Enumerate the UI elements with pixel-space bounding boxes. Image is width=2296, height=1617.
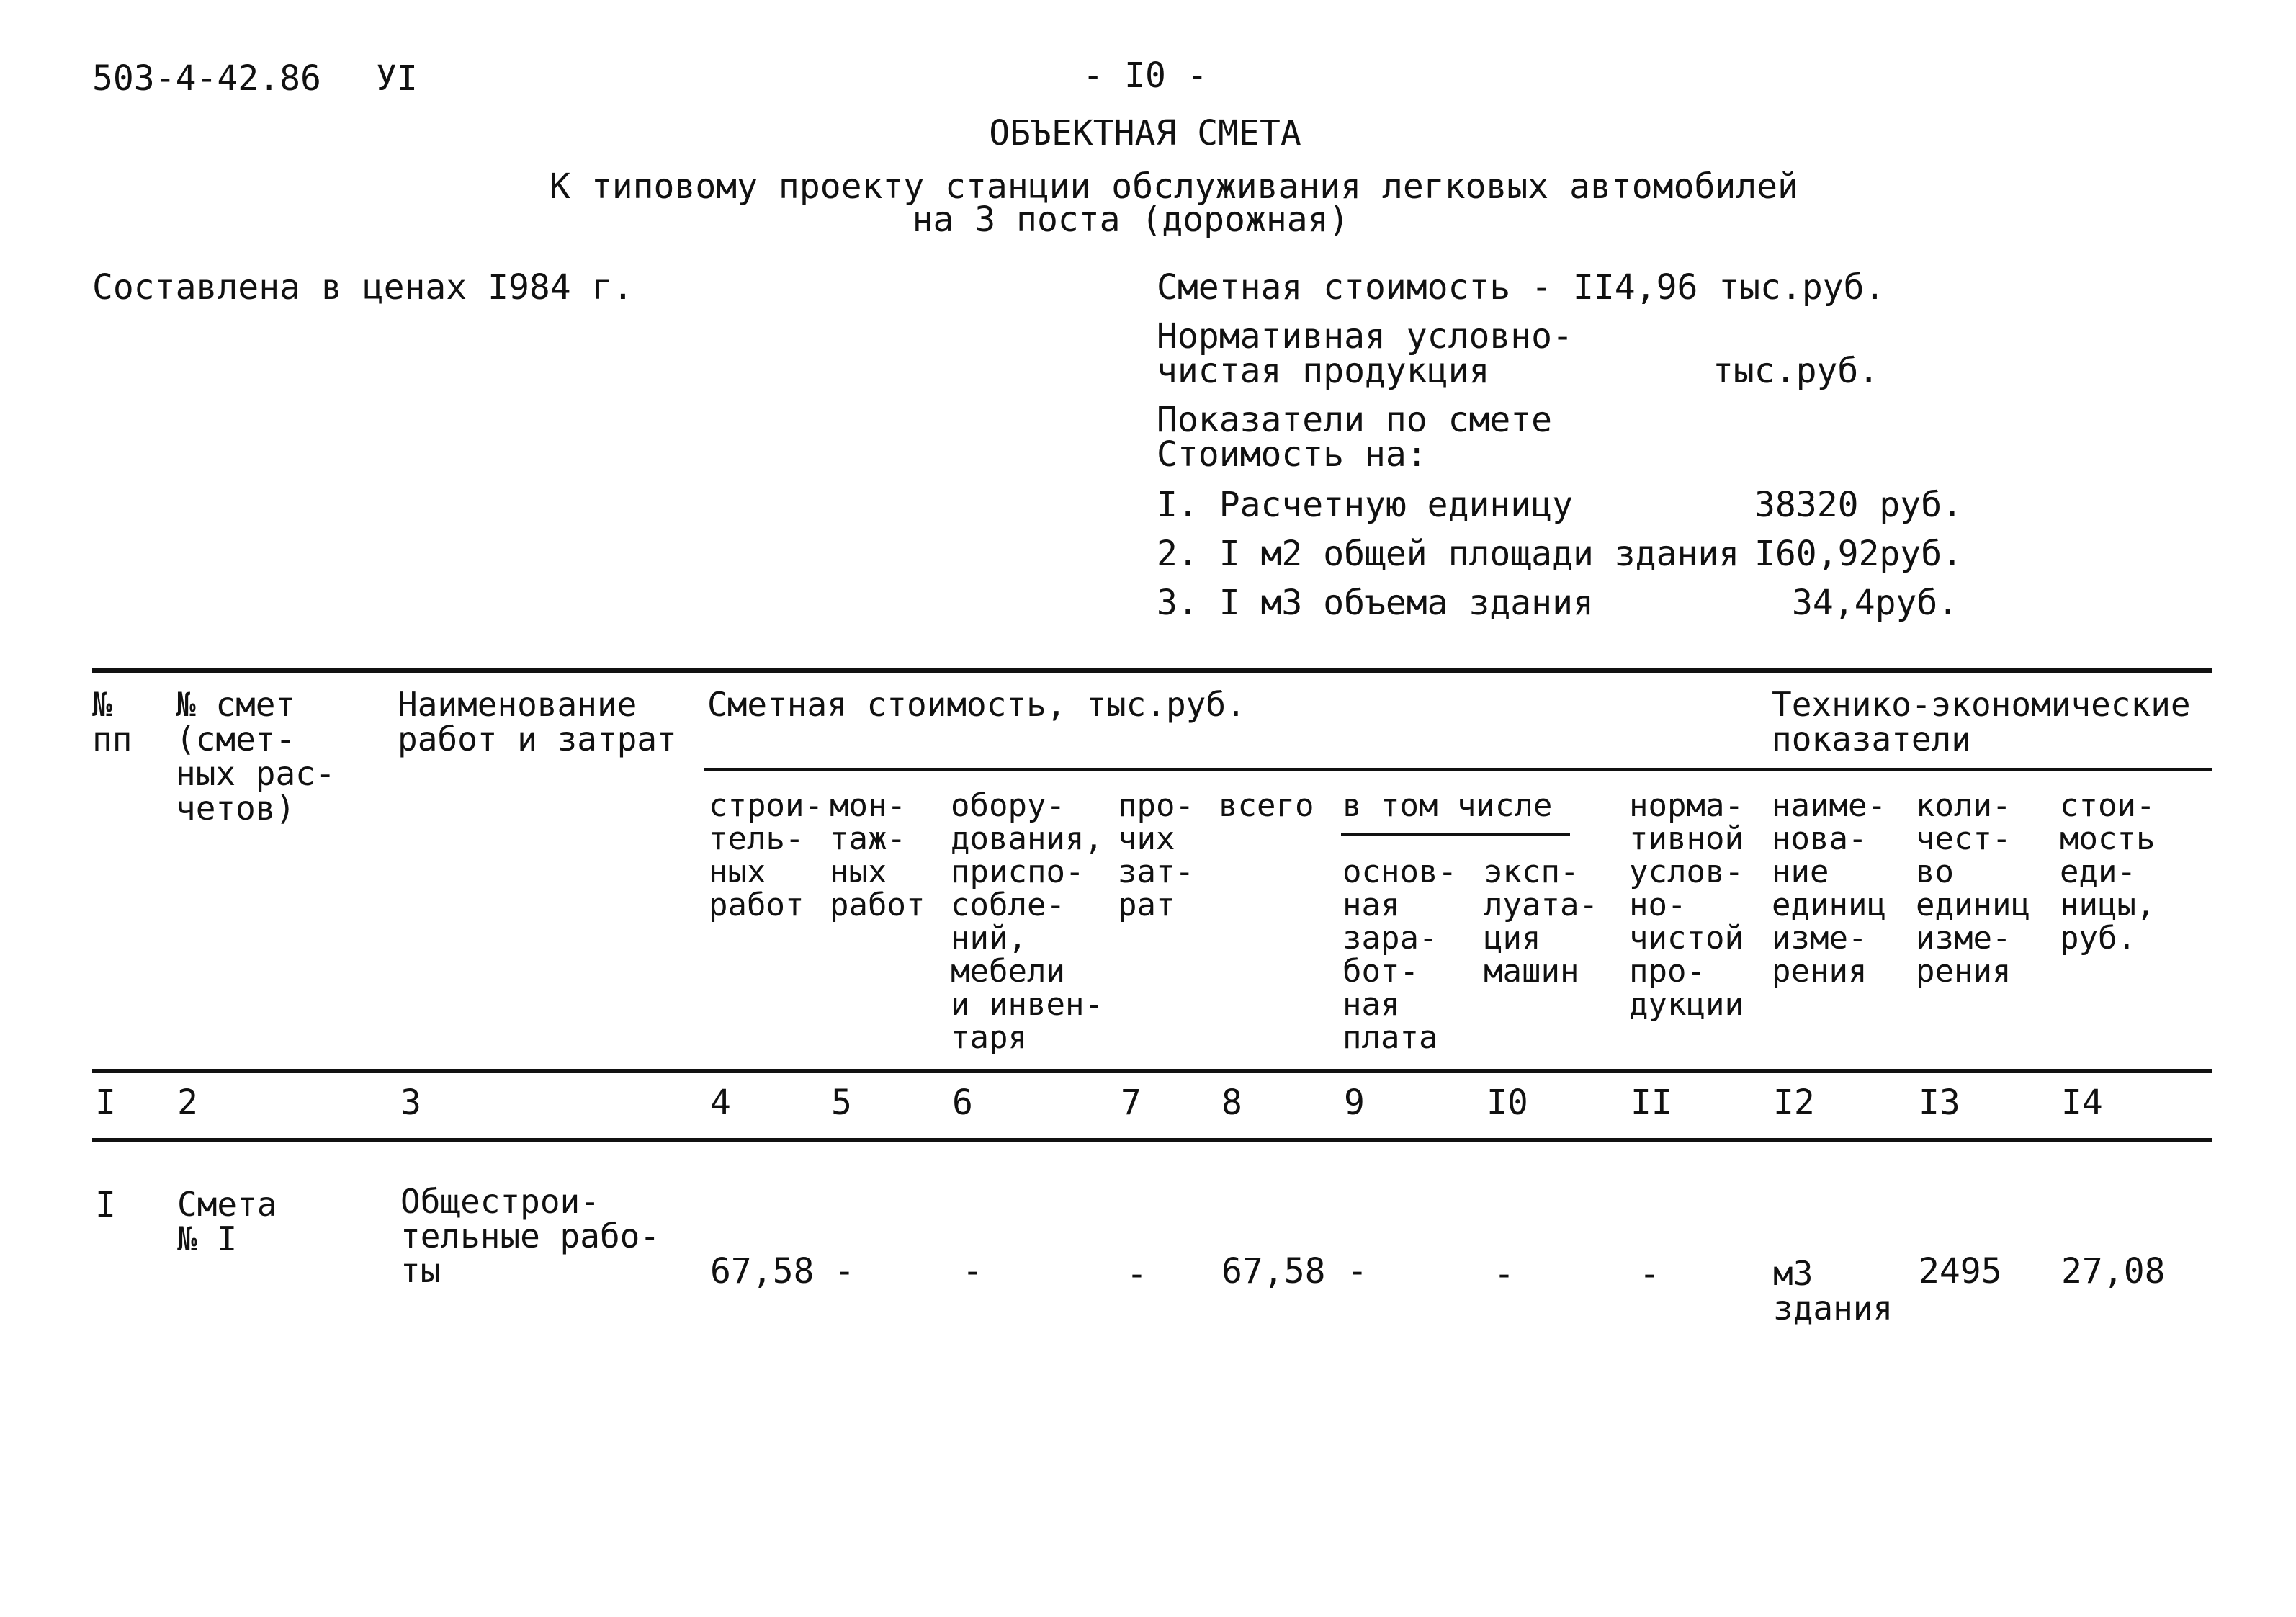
column-number: 3 xyxy=(400,1083,421,1123)
page-number: - I0 - xyxy=(1082,55,1208,96)
page-title: ОБЪЕКТНАЯ СМЕТА xyxy=(989,113,1301,153)
column-number: I3 xyxy=(1919,1083,1960,1123)
column-number: I0 xyxy=(1486,1083,1528,1123)
header-installation-works: мон- таж- ных работ xyxy=(830,787,925,923)
header-unit-cost: стои- мость еди- ницы, руб. xyxy=(2060,787,2156,957)
header-base-wages: основ- ная зара- бот- ная плата xyxy=(1342,854,1457,1056)
column-number: 4 xyxy=(710,1083,731,1123)
indicator-value: 34,4руб. xyxy=(1792,583,1959,623)
row-estimate-number: Смета № I xyxy=(177,1185,277,1258)
header-item-number: № пп xyxy=(92,685,133,758)
row-installation-cost: - xyxy=(834,1251,855,1291)
row-total-cost: 67,58 xyxy=(1221,1251,1326,1291)
header-construction-works: строи- тель- ных работ xyxy=(709,787,823,923)
row-wages: - xyxy=(1347,1251,1368,1291)
row-unit-cost: 27,08 xyxy=(2061,1251,2166,1291)
row-other-cost: - xyxy=(1126,1254,1147,1294)
indicators-label-line-1: Показатели по смете xyxy=(1157,400,1553,440)
row-normative-product: - xyxy=(1639,1254,1660,1294)
column-number: 7 xyxy=(1121,1083,1142,1123)
row-equipment-cost: - xyxy=(962,1251,983,1291)
column-numbers-rule xyxy=(92,1138,2212,1142)
column-number: 9 xyxy=(1344,1083,1365,1123)
indicators-label-line-2: Стоимость на: xyxy=(1157,434,1427,475)
indicator-label: 3. I м3 объема здания xyxy=(1157,583,1594,623)
indicator-value: I60,92руб. xyxy=(1754,534,1963,574)
header-normative-product: норма- тивной услов- но- чистой про- дукции xyxy=(1629,787,1744,1023)
estimated-cost: Сметная стоимость - II4,96 тыс.руб. xyxy=(1157,267,1885,308)
cost-group-rule xyxy=(704,768,2212,771)
column-number: 6 xyxy=(952,1083,973,1123)
row-construction-cost: 67,58 xyxy=(710,1251,815,1291)
row-item-number: I xyxy=(95,1185,116,1225)
subtitle-line-2: на 3 поста (дорожная) xyxy=(912,200,1350,240)
header-equipment: обору- дования, приспо- собле- ний, мебели и инвен- таря xyxy=(951,787,1103,1056)
header-unit-name: наиме- нова- ние единиц изме- рения xyxy=(1772,787,1886,990)
row-unit-quantity: 2495 xyxy=(1919,1251,2002,1291)
column-number: 5 xyxy=(831,1083,852,1123)
normative-label-line-1: Нормативная условно- xyxy=(1157,316,1573,357)
header-cost-group: Сметная стоимость, тыс.руб. xyxy=(707,685,1246,724)
document-code: 503-4-42.86 xyxy=(92,58,321,99)
column-number: 2 xyxy=(177,1083,198,1123)
column-number: II xyxy=(1631,1083,1672,1123)
prices-year-note: Составлена в ценах I984 г. xyxy=(92,267,634,308)
header-other-costs: про- чих зат- рат xyxy=(1118,787,1194,923)
header-machine-operation: эксп- луата- ция машин xyxy=(1484,854,1598,990)
header-technical-group: Технико-экономические показатели xyxy=(1772,685,2191,758)
normative-label-line-2: чистая продукция xyxy=(1157,351,1490,391)
column-number: I2 xyxy=(1773,1083,1815,1123)
normative-unit: тыс.руб. xyxy=(1713,351,1880,391)
subtitle-line-1: К типовому проекту станции обслуживания легковых автомобилей xyxy=(550,166,1798,207)
column-number: 8 xyxy=(1221,1083,1242,1123)
header-bottom-rule xyxy=(92,1069,2212,1073)
table-top-rule xyxy=(92,668,2212,673)
indicator-label: I. Расчетную единицу xyxy=(1157,485,1573,525)
header-estimate-number: № смет (смет- ных рас- четов) xyxy=(176,685,336,828)
header-total: всего xyxy=(1219,787,1314,824)
row-unit-name: м3 здания xyxy=(1773,1254,1893,1327)
included-group-rule xyxy=(1341,833,1570,836)
header-included: в том числе xyxy=(1342,787,1553,824)
header-unit-quantity: коли- чест- во единиц изме- рения xyxy=(1916,787,2030,990)
header-work-name: Наименование работ и затрат xyxy=(398,685,677,758)
row-work-name: Общестрои- тельные рабо- ты xyxy=(400,1182,660,1290)
indicator-label: 2. I м2 общей площади здания xyxy=(1157,534,1740,574)
volume-label: УI xyxy=(376,58,418,99)
indicator-value: 38320 руб. xyxy=(1754,485,1963,525)
row-machine-operation: - xyxy=(1494,1254,1515,1294)
column-number: I4 xyxy=(2061,1083,2103,1123)
column-number: I xyxy=(95,1083,116,1123)
